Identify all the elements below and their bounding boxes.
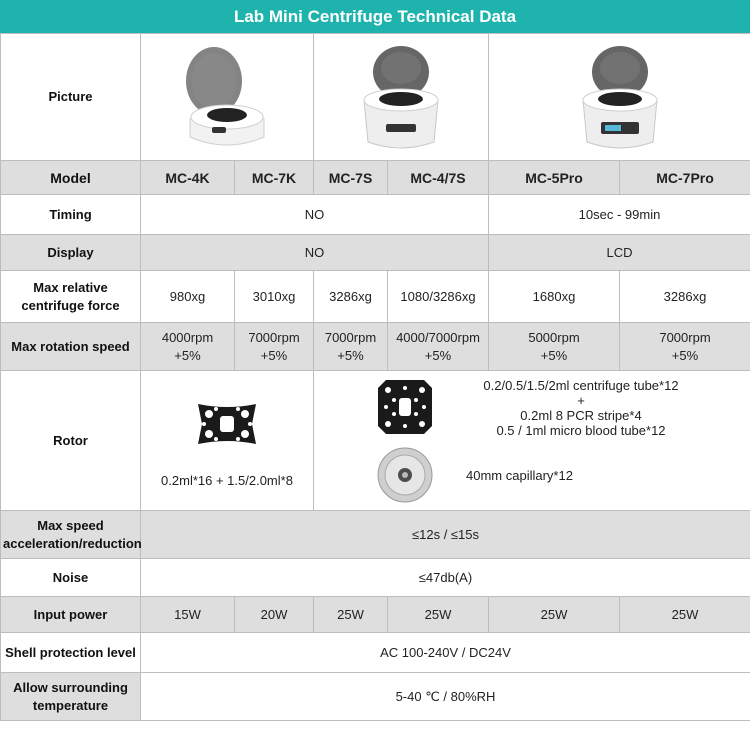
picture-mc-pro — [489, 34, 750, 161]
model-cell: MC-4K — [141, 161, 235, 195]
power-row — [1, 597, 750, 633]
power-cell: 25W — [620, 597, 750, 633]
rcf-cell: 980xg — [141, 271, 235, 323]
speed-label: Max rotation speed — [1, 323, 141, 371]
capillary-rotor-icon — [376, 446, 434, 504]
shell-row — [1, 633, 750, 673]
rcf-row — [1, 271, 750, 323]
rcf-cell: 3010xg — [235, 271, 314, 323]
speed-cell: 7000rpm +5% — [620, 323, 750, 371]
power-cell: 15W — [141, 597, 235, 633]
accel-row — [1, 511, 750, 559]
model-cell: MC-5Pro — [489, 161, 620, 195]
rcf-cell: 3286xg — [620, 271, 750, 323]
speed-cell: 4000rpm +5% — [141, 323, 235, 371]
accel-label: Max speed acceleration/reduction — [1, 511, 141, 559]
temp-row — [1, 673, 750, 721]
centrifuge-s-image — [346, 38, 456, 156]
rotor-label: Rotor — [1, 371, 141, 511]
display-left-value: NO — [141, 235, 489, 271]
model-label: Model — [1, 161, 141, 195]
temp-value: 5-40 ℃ / 80%RH — [141, 673, 750, 721]
picture-row — [1, 34, 750, 161]
centrifuge-pro-image — [565, 38, 675, 156]
rotor-capillary-text: 40mm capillary*12 — [466, 467, 573, 483]
centrifuge-k-image — [172, 41, 282, 153]
display-label: Display — [1, 235, 141, 271]
model-cell: MC-7K — [235, 161, 314, 195]
speed-row — [1, 323, 750, 371]
accel-value: ≤12s / ≤15s — [141, 511, 750, 559]
speed-cell: 4000/7000rpm +5% — [388, 323, 489, 371]
rotor-right-line2: 0.2ml 8 PCR stripe*4 — [520, 407, 642, 423]
rotor-left-cell — [141, 371, 314, 511]
noise-value: ≤47db(A) — [141, 559, 750, 597]
rotor-k-icon — [192, 396, 262, 452]
speed-cell: 7000rpm +5% — [314, 323, 388, 371]
noise-label: Noise — [1, 559, 141, 597]
picture-label: Picture — [1, 34, 141, 161]
shell-value: AC 100-240V / DC24V — [141, 633, 750, 673]
speed-cell: 5000rpm +5% — [489, 323, 620, 371]
noise-row — [1, 559, 750, 597]
timing-row — [1, 195, 750, 235]
rcf-cell: 1680xg — [489, 271, 620, 323]
model-cell: MC-7Pro — [620, 161, 750, 195]
timing-left-value: NO — [141, 195, 489, 235]
rcf-label: Max relative centrifuge force — [1, 271, 141, 323]
model-cell: MC-7S — [314, 161, 388, 195]
timing-right-value: 10sec - 99min — [489, 195, 750, 235]
rotor-right-plus: + — [577, 392, 585, 408]
temp-label: Allow surrounding temperature — [1, 673, 141, 721]
power-label: Input power — [1, 597, 141, 633]
rcf-cell: 3286xg — [314, 271, 388, 323]
shell-label: Shell protection level — [1, 633, 141, 673]
display-row — [1, 235, 750, 271]
rotor-s-icon — [376, 378, 434, 436]
timing-label: Timing — [1, 195, 141, 235]
power-cell: 25W — [489, 597, 620, 633]
display-right-value: LCD — [489, 235, 750, 271]
rotor-left-text: 0.2ml*16 + 1.5/2.0ml*8 — [161, 472, 293, 488]
power-cell: 20W — [235, 597, 314, 633]
power-cell: 25W — [388, 597, 489, 633]
model-row — [1, 161, 750, 195]
rotor-right-line3: 0.5 / 1ml micro blood tube*12 — [496, 422, 666, 438]
picture-mc-k — [141, 34, 314, 161]
rotor-row — [1, 371, 750, 511]
speed-cell: 7000rpm +5% — [235, 323, 314, 371]
page-title: Lab Mini Centrifuge Technical Data — [0, 0, 750, 33]
spec-table — [0, 33, 750, 721]
rotor-right-line1: 0.2/0.5/1.5/2ml centrifuge tube*12 — [483, 377, 679, 393]
power-cell: 25W — [314, 597, 388, 633]
model-cell: MC-4/7S — [388, 161, 489, 195]
picture-mc-s — [314, 34, 489, 161]
rcf-cell: 1080/3286xg — [388, 271, 489, 323]
rotor-right-cell — [314, 371, 750, 511]
